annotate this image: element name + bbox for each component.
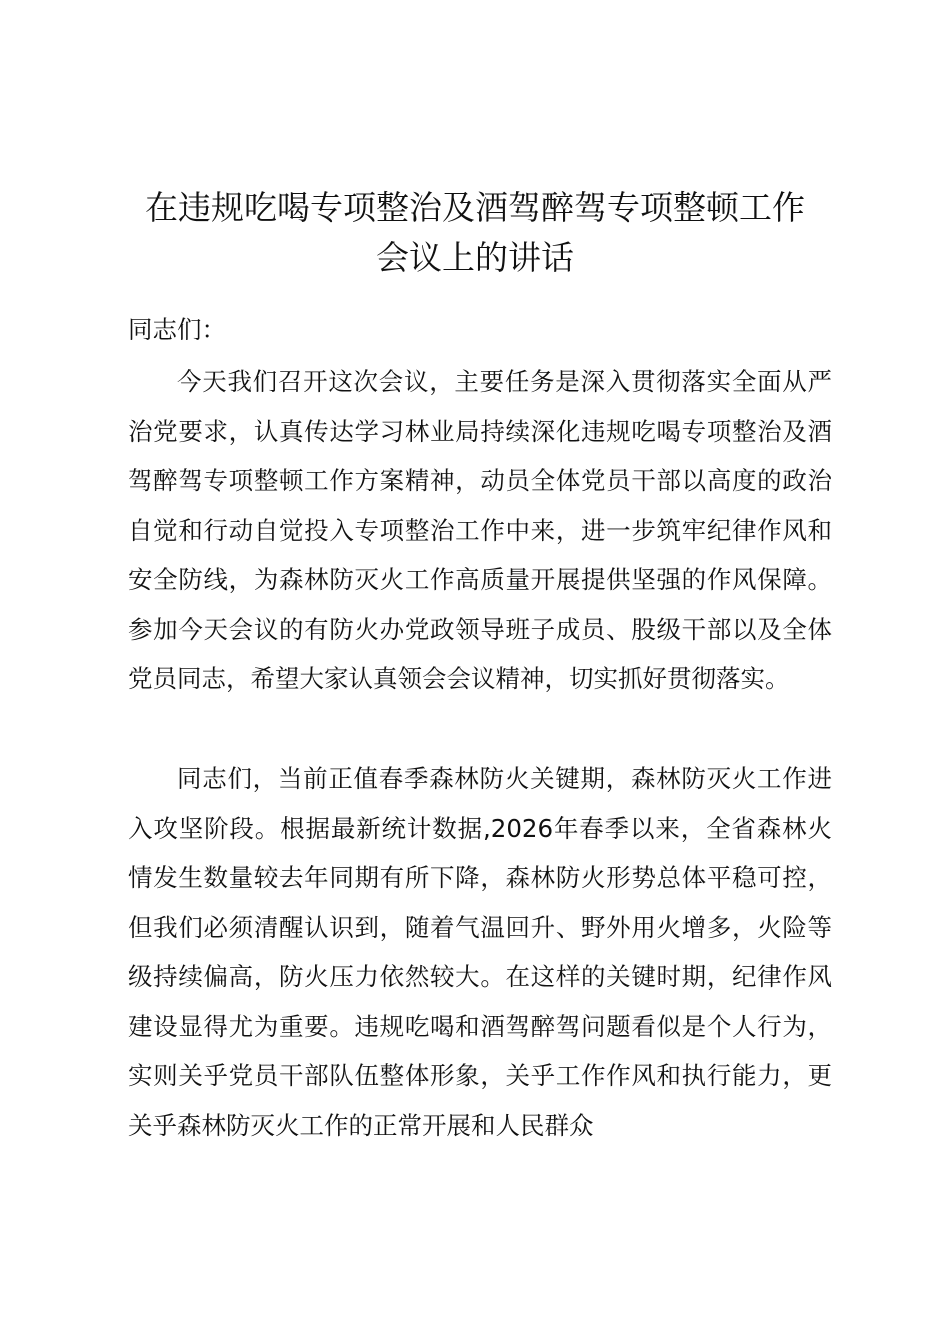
paragraph-2: 同志们，当前正值春季森林防火关键期，森林防灭火工作进入攻坚阶段。根据最新统计数据,2026年春季以来，全省森林火情发生数量较去年同期有所下降，森林防火形势总体平稳可控，但我们必须清醒认识到，随着气温回升、野外用火增多，火险等级持续偏高，防火压力依然较大。在这样的关键时期，纪律作风建设显得尤为重要。违规吃喝和酒驾醉驾问题看似是个人行为，实则关乎党员干部队伍整体形象，关乎工作作风和执行能力，更关乎森林防灭火工作的正常开展和人民群众 (128, 764, 832, 1140)
salutation: 同志们： (128, 315, 226, 344)
document-title-line-2: 会议上的讲话 (376, 238, 574, 277)
document-title-line-1: 在违规吃喝专项整治及酒驾醉驾专项整顿工作 (145, 188, 805, 227)
paragraph-1: 今天我们召开这次会议，主要任务是深入贯彻落实全面从严治党要求，认真传达学习林业局持续深化违规吃喝专项整治及酒驾醉驾专项整顿工作方案精神，动员全体党员干部以高度的政治自觉和行动自觉投入专项整治工作中来，进一步筑牢纪律作风和安全防线，为森林防灭火工作高质量开展提供坚强的作风保障。参加今天会议的有防火办党政领导班子成员、股级干部以及全体党员同志，希望大家认真领会会议精神，切实抓好贯彻落实。 (128, 367, 832, 693)
